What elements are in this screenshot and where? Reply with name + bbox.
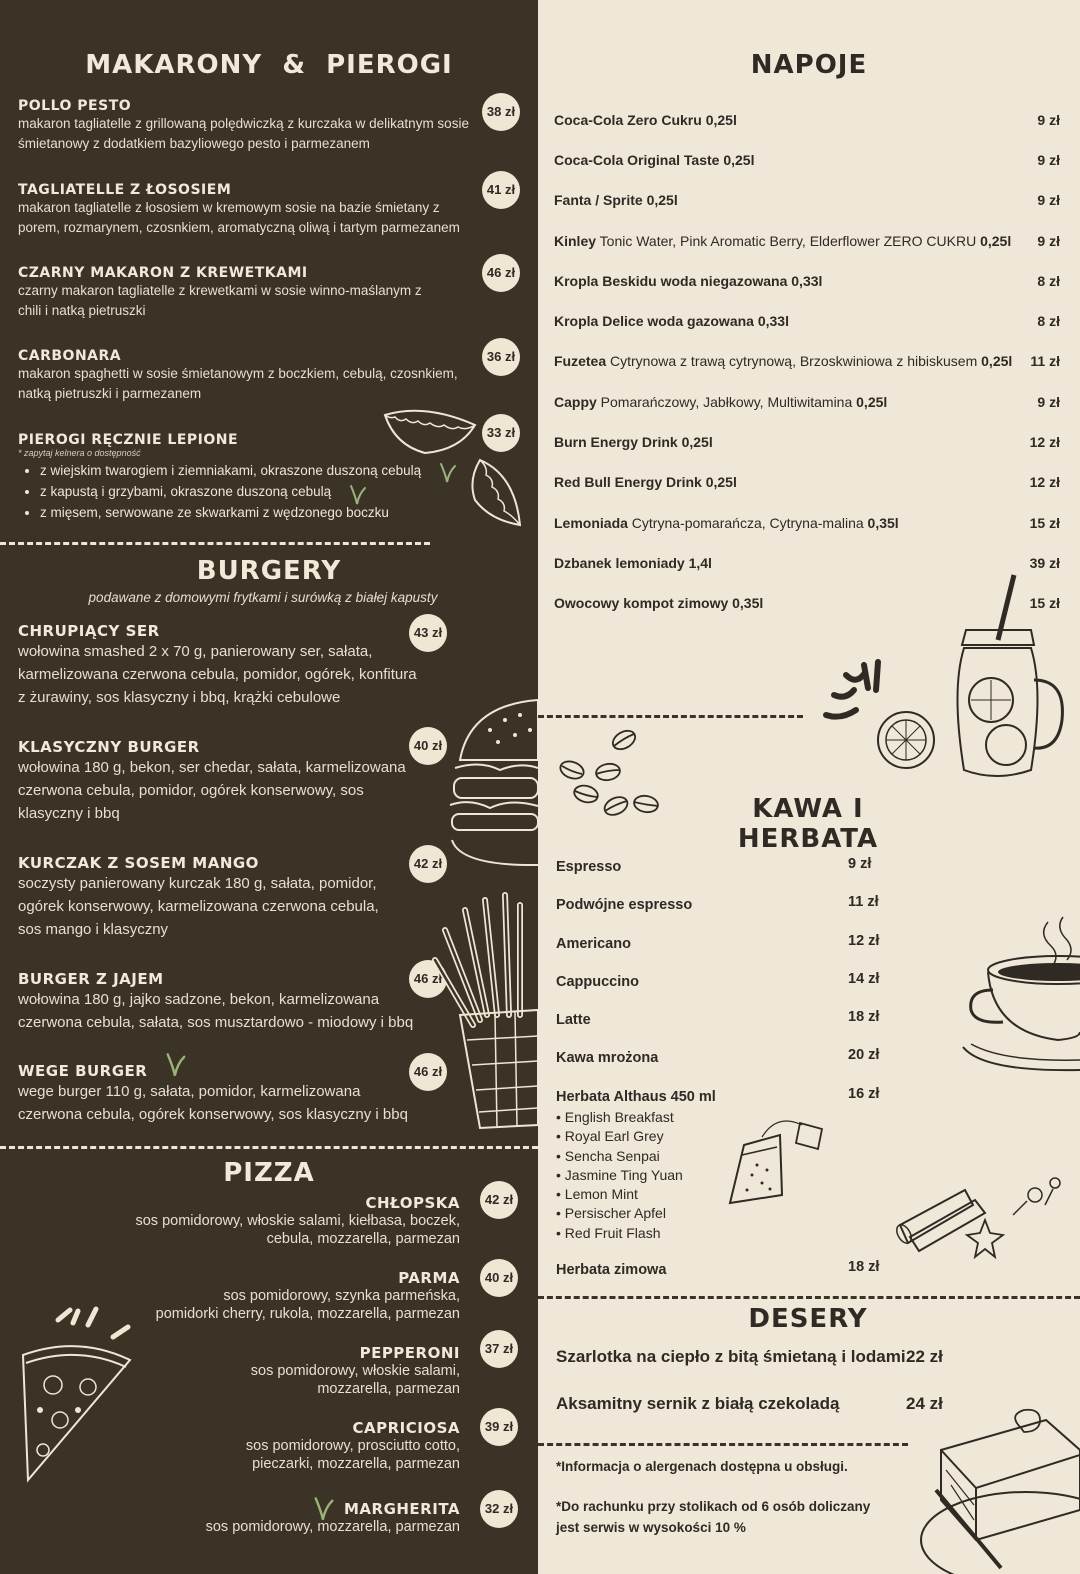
drink-name: Fuzetea — [554, 353, 607, 369]
drink-row — [554, 434, 1060, 450]
item-price: 18 zł — [848, 1259, 880, 1275]
allergen-info: *Informacja o alergenach dostępna u obsługi. — [556, 1459, 848, 1474]
price-badge: 39 zł — [480, 1408, 518, 1446]
section-title-makarony: MAKARONY & PIEROGI — [85, 50, 453, 80]
item-name: CHŁOPSKA — [365, 1194, 460, 1212]
price-badge: 40 zł — [409, 727, 447, 765]
menu-item — [18, 970, 428, 1034]
item-price: 18 zł — [848, 1009, 880, 1025]
item-name: WEGE BURGER — [18, 1062, 148, 1080]
menu-item: Szarlotka na ciepło z bitą śmietaną i lodami — [556, 1347, 906, 1366]
drink-price: 15 zł — [1029, 595, 1060, 611]
burgery-subtitle: podawane z domowymi frytkami i surówką z białej kapusty — [88, 590, 438, 605]
tea-bag-illustration — [722, 1105, 832, 1215]
item-desc: mozzarella, parmezan — [317, 1381, 460, 1397]
price-badge: 36 zł — [482, 338, 520, 376]
drink-price: 9 zł — [1037, 394, 1060, 410]
drink-name: Dzbanek lemoniady 1,4l — [554, 555, 712, 571]
drink-name: Coca-Cola Zero Cukru 0,25l — [554, 112, 737, 128]
section-title-kawa: KAWA I HERBATA — [737, 794, 879, 854]
list-item: • English Breakfast — [556, 1109, 674, 1125]
cinnamon-spices-illustration — [895, 1165, 1075, 1265]
item-desc: soczysty panierowany kurczak 180 g, sałata, pomidor, ogórek konserwowy, karmelizowana czerwona cebula, sos mango i klasyczny — [18, 875, 379, 938]
item-desc: makaron tagliatelle z grillowaną polędwiczką z kurczaka w delikatnym sosie śmietanowy z dodatkiem bazyliowego pesto i parmezanem — [18, 116, 469, 151]
pizza-slice-illustration — [18, 1305, 138, 1485]
drink-row — [554, 394, 1060, 410]
item-desc: sos pomidorowy, włoskie salami, kiełbasa, boczek, — [135, 1213, 460, 1229]
dumpling-illustration — [380, 405, 530, 545]
drink-row — [554, 152, 1060, 168]
drink-name: Kropla Delice woda gazowana 0,33l — [554, 313, 789, 329]
service-line: *Do rachunku przy stolikach od 6 osób doliczany — [556, 1499, 871, 1514]
fries-illustration — [425, 890, 538, 1140]
menu-item: Kawa mrożona — [556, 1050, 659, 1066]
lemonade-jar-illustration — [816, 570, 1076, 785]
item-desc: wołowina smashed 2 x 70 g, panierowany ser, sałata, karmelizowana czerwona cebula, pomidor, ogórek, konfitura z żurawiny, sos klasyczny i bbq, krążki cebulowe — [18, 643, 417, 706]
price-badge: 41 zł — [482, 171, 520, 209]
drink-volume: 0,35l — [863, 515, 899, 531]
item-price: 24 zł — [906, 1394, 943, 1413]
drink-price: 8 zł — [1037, 313, 1060, 329]
item-price: 11 zł — [848, 894, 879, 910]
drink-name: Kropla Beskidu woda niegazowana 0,33l — [554, 273, 823, 289]
coffee-beans-illustration — [554, 722, 664, 822]
item-name: CZARNY MAKARON Z KREWETKAMI — [18, 265, 308, 281]
section-divider — [538, 715, 803, 718]
section-divider — [0, 1146, 538, 1149]
price-badge: 42 zł — [409, 845, 447, 883]
section-title-pizza: PIZZA — [223, 1158, 315, 1188]
vegetarian-leaf-icon — [312, 1496, 336, 1522]
drink-volume: 0,25l — [977, 353, 1013, 369]
price-badge: 46 zł — [409, 960, 447, 998]
vegetarian-leaf-icon — [164, 1052, 188, 1078]
menu-item — [18, 854, 403, 941]
drink-row — [554, 112, 1060, 128]
menu-item: Herbata Althaus 450 ml — [556, 1089, 716, 1105]
drink-name: Burn Energy Drink 0,25l — [554, 434, 713, 450]
item-price: 14 zł — [848, 971, 880, 987]
item-desc: makaron spaghetti w sosie śmietanowym z boczkiem, cebulą, czosnkiem, natką pietruszki i parmezanem — [18, 366, 458, 401]
price-badge: 32 zł — [480, 1490, 518, 1528]
price-badge: 37 zł — [480, 1330, 518, 1368]
item-desc: pomidorki cherry, rukola, mozzarella, parmezan — [155, 1306, 460, 1322]
item-name: PIEROGI RĘCZNIE LEPIONE — [18, 432, 239, 448]
list-item: • Jasmine Ting Yuan — [556, 1166, 683, 1183]
drink-price: 12 zł — [1029, 434, 1060, 450]
menu-item — [18, 265, 448, 321]
drink-row — [554, 555, 1060, 571]
drink-price: 9 zł — [1037, 112, 1060, 128]
item-desc: wołowina 180 g, jajko sadzone, bekon, karmelizowana czerwona cebula, sałata, sos musztardowo - miodowy i bbq — [18, 991, 414, 1031]
drink-name: Fanta / Sprite 0,25l — [554, 192, 678, 208]
item-desc: cebula, mozzarella, parmezan — [266, 1231, 460, 1247]
item-desc: wege burger 110 g, sałata, pomidor, karmelizowana czerwona cebula, ogórek konserwowy, sos klasyczny i bbq — [18, 1083, 408, 1123]
menu-item — [18, 1062, 428, 1126]
pizza-item — [251, 1344, 460, 1398]
right-panel — [538, 0, 1080, 1574]
price-badge: 42 zł — [480, 1181, 518, 1219]
pizza-item — [246, 1419, 460, 1473]
price-badge: 43 zł — [409, 614, 447, 652]
section-title-burgery: BURGERY — [196, 556, 342, 586]
drink-price: 39 zł — [1029, 555, 1060, 571]
item-desc: sos pomidorowy, szynka parmeńska, — [223, 1288, 460, 1304]
service-info — [556, 1496, 870, 1538]
drink-price: 8 zł — [1037, 273, 1060, 289]
item-name: PARMA — [398, 1269, 460, 1287]
drink-volume: 0,25l — [852, 394, 888, 410]
price-badge: 38 zł — [482, 93, 520, 131]
item-price: 9 zł — [848, 856, 872, 872]
pizza-item — [156, 1269, 460, 1323]
item-name: TAGLIATELLE Z ŁOSOSIEM — [18, 182, 232, 198]
menu-item: Latte — [556, 1012, 591, 1028]
drink-variants: Cytrynowa z trawą cytrynową, Brzoskwiniowa z hibiskusem — [606, 353, 978, 369]
menu-item: Aksamitny sernik z białą czekoladą — [556, 1394, 840, 1413]
section-divider — [538, 1296, 1080, 1299]
drink-price: 9 zł — [1037, 152, 1060, 168]
item-price: 22 zł — [906, 1347, 943, 1366]
cake-slice-illustration — [916, 1410, 1080, 1574]
price-badge: 46 zł — [409, 1053, 447, 1091]
item-desc: makaron tagliatelle z łososiem w kremowym sosie na bazie śmietany z porem, rozmarynem, czosnkiem, aromatyczną oliwą i tartym parmezanem — [18, 200, 460, 235]
drink-name: Owocowy kompot zimowy 0,35l — [554, 595, 764, 611]
menu-item: Podwójne espresso — [556, 897, 693, 913]
list-item: • Red Fruit Flash — [556, 1224, 661, 1241]
drink-row — [554, 474, 1060, 490]
item-name: MARGHERITA — [343, 1500, 460, 1518]
menu-item — [18, 182, 483, 238]
service-line: jest serwis w wysokości 10 % — [556, 1520, 746, 1535]
drink-price: 9 zł — [1037, 233, 1060, 249]
price-badge: 40 zł — [480, 1259, 518, 1297]
item-desc: wołowina 180 g, bekon, ser chedar, sałata, karmelizowana czerwona cebula, pomidor, ogórek konserwowy, sos klasyczny i bbq — [18, 759, 406, 822]
list-item: • Lemon Mint — [556, 1186, 638, 1203]
price-badge: 33 zł — [482, 414, 520, 452]
menu-item — [18, 622, 428, 709]
item-price: 12 zł — [848, 933, 880, 949]
item-name: KLASYCZNY BURGER — [18, 738, 200, 756]
section-divider — [538, 1443, 908, 1446]
section-title-napoje: NAPOJE — [750, 50, 868, 80]
burger-illustration — [440, 690, 538, 870]
drink-price: 15 zł — [1029, 515, 1060, 531]
drink-name: Cappy — [554, 394, 597, 410]
item-desc: sos pomidorowy, prosciutto cotto, — [245, 1438, 460, 1454]
price-badge: 46 zł — [482, 254, 520, 292]
drink-row — [554, 353, 1060, 369]
item-desc: pieczarki, mozzarella, parmezan — [252, 1456, 460, 1472]
item-desc: sos pomidorowy, mozzarella, parmezan — [205, 1519, 460, 1535]
list-item: • z wiejskim twarogiem i ziemniakami, okraszone duszoną cebulą — [40, 460, 468, 481]
menu-item: Herbata zimowa — [556, 1262, 667, 1278]
vegetarian-leaf-icon — [348, 484, 368, 506]
item-desc: czarny makaron tagliatelle z krewetkami w sosie winno-maślanym z chili i natką pietruszki — [18, 283, 422, 318]
availability-note: * zapytaj kelnera o dostępność — [18, 448, 141, 458]
drink-row — [554, 515, 1060, 531]
section-title-desery: DESERY — [748, 1304, 868, 1334]
section-divider — [0, 542, 430, 545]
item-name: CARBONARA — [18, 348, 122, 364]
drink-price: 12 zł — [1029, 474, 1060, 490]
menu-item: Espresso — [556, 859, 622, 875]
item-name: KURCZAK Z SOSEM MANGO — [18, 854, 259, 872]
item-name: POLLO PESTO — [18, 98, 132, 114]
drink-price: 11 zł — [1030, 353, 1060, 369]
menu-item — [18, 348, 483, 404]
left-panel — [0, 0, 538, 1574]
drink-row — [554, 313, 1060, 329]
item-name: CHRUPIĄCY SER — [18, 622, 160, 640]
item-name: PEPPERONI — [359, 1344, 460, 1362]
item-name: BURGER Z JAJEM — [18, 970, 164, 988]
item-price: 20 zł — [848, 1047, 880, 1063]
drink-row — [554, 273, 1060, 289]
menu-item: Cappuccino — [556, 974, 639, 990]
item-name: CAPRICIOSA — [352, 1419, 460, 1437]
menu-item — [18, 98, 483, 154]
drink-volume: 0,25l — [976, 233, 1012, 249]
list-item: • z mięsem, serwowane ze skwarkami z wędzonego boczku — [40, 502, 468, 523]
item-price: 16 zł — [848, 1086, 880, 1102]
coffee-cup-illustration — [963, 912, 1080, 1092]
list-item: • Royal Earl Grey — [556, 1128, 664, 1145]
list-item: • z kapustą i grzybami, okraszone duszoną cebulą — [40, 481, 468, 502]
drink-name: Red Bull Energy Drink 0,25l — [554, 474, 737, 490]
menu-item — [18, 738, 423, 825]
tea-list — [556, 1108, 683, 1243]
menu-item: Americano — [556, 936, 631, 952]
drink-variants: Pomarańczowy, Jabłkowy, Multiwitamina — [596, 394, 853, 410]
pizza-item — [135, 1194, 460, 1248]
drink-name: Lemoniada — [554, 515, 628, 531]
drink-row — [554, 192, 1060, 208]
drink-variants: Tonic Water, Pink Aromatic Berry, Elderflower ZERO CUKRU — [596, 233, 977, 249]
drink-name: Kinley — [554, 233, 597, 249]
item-desc: sos pomidorowy, włoskie salami, — [250, 1363, 460, 1379]
drink-variants: Cytryna-pomarańcza, Cytryna-malina — [627, 515, 864, 531]
list-item: • Sencha Senpai — [556, 1147, 660, 1164]
drink-name: Coca-Cola Original Taste 0,25l — [554, 152, 755, 168]
drink-row — [554, 233, 1060, 249]
list-item: • Persischer Apfel — [556, 1205, 666, 1222]
drink-price: 9 zł — [1037, 192, 1060, 208]
